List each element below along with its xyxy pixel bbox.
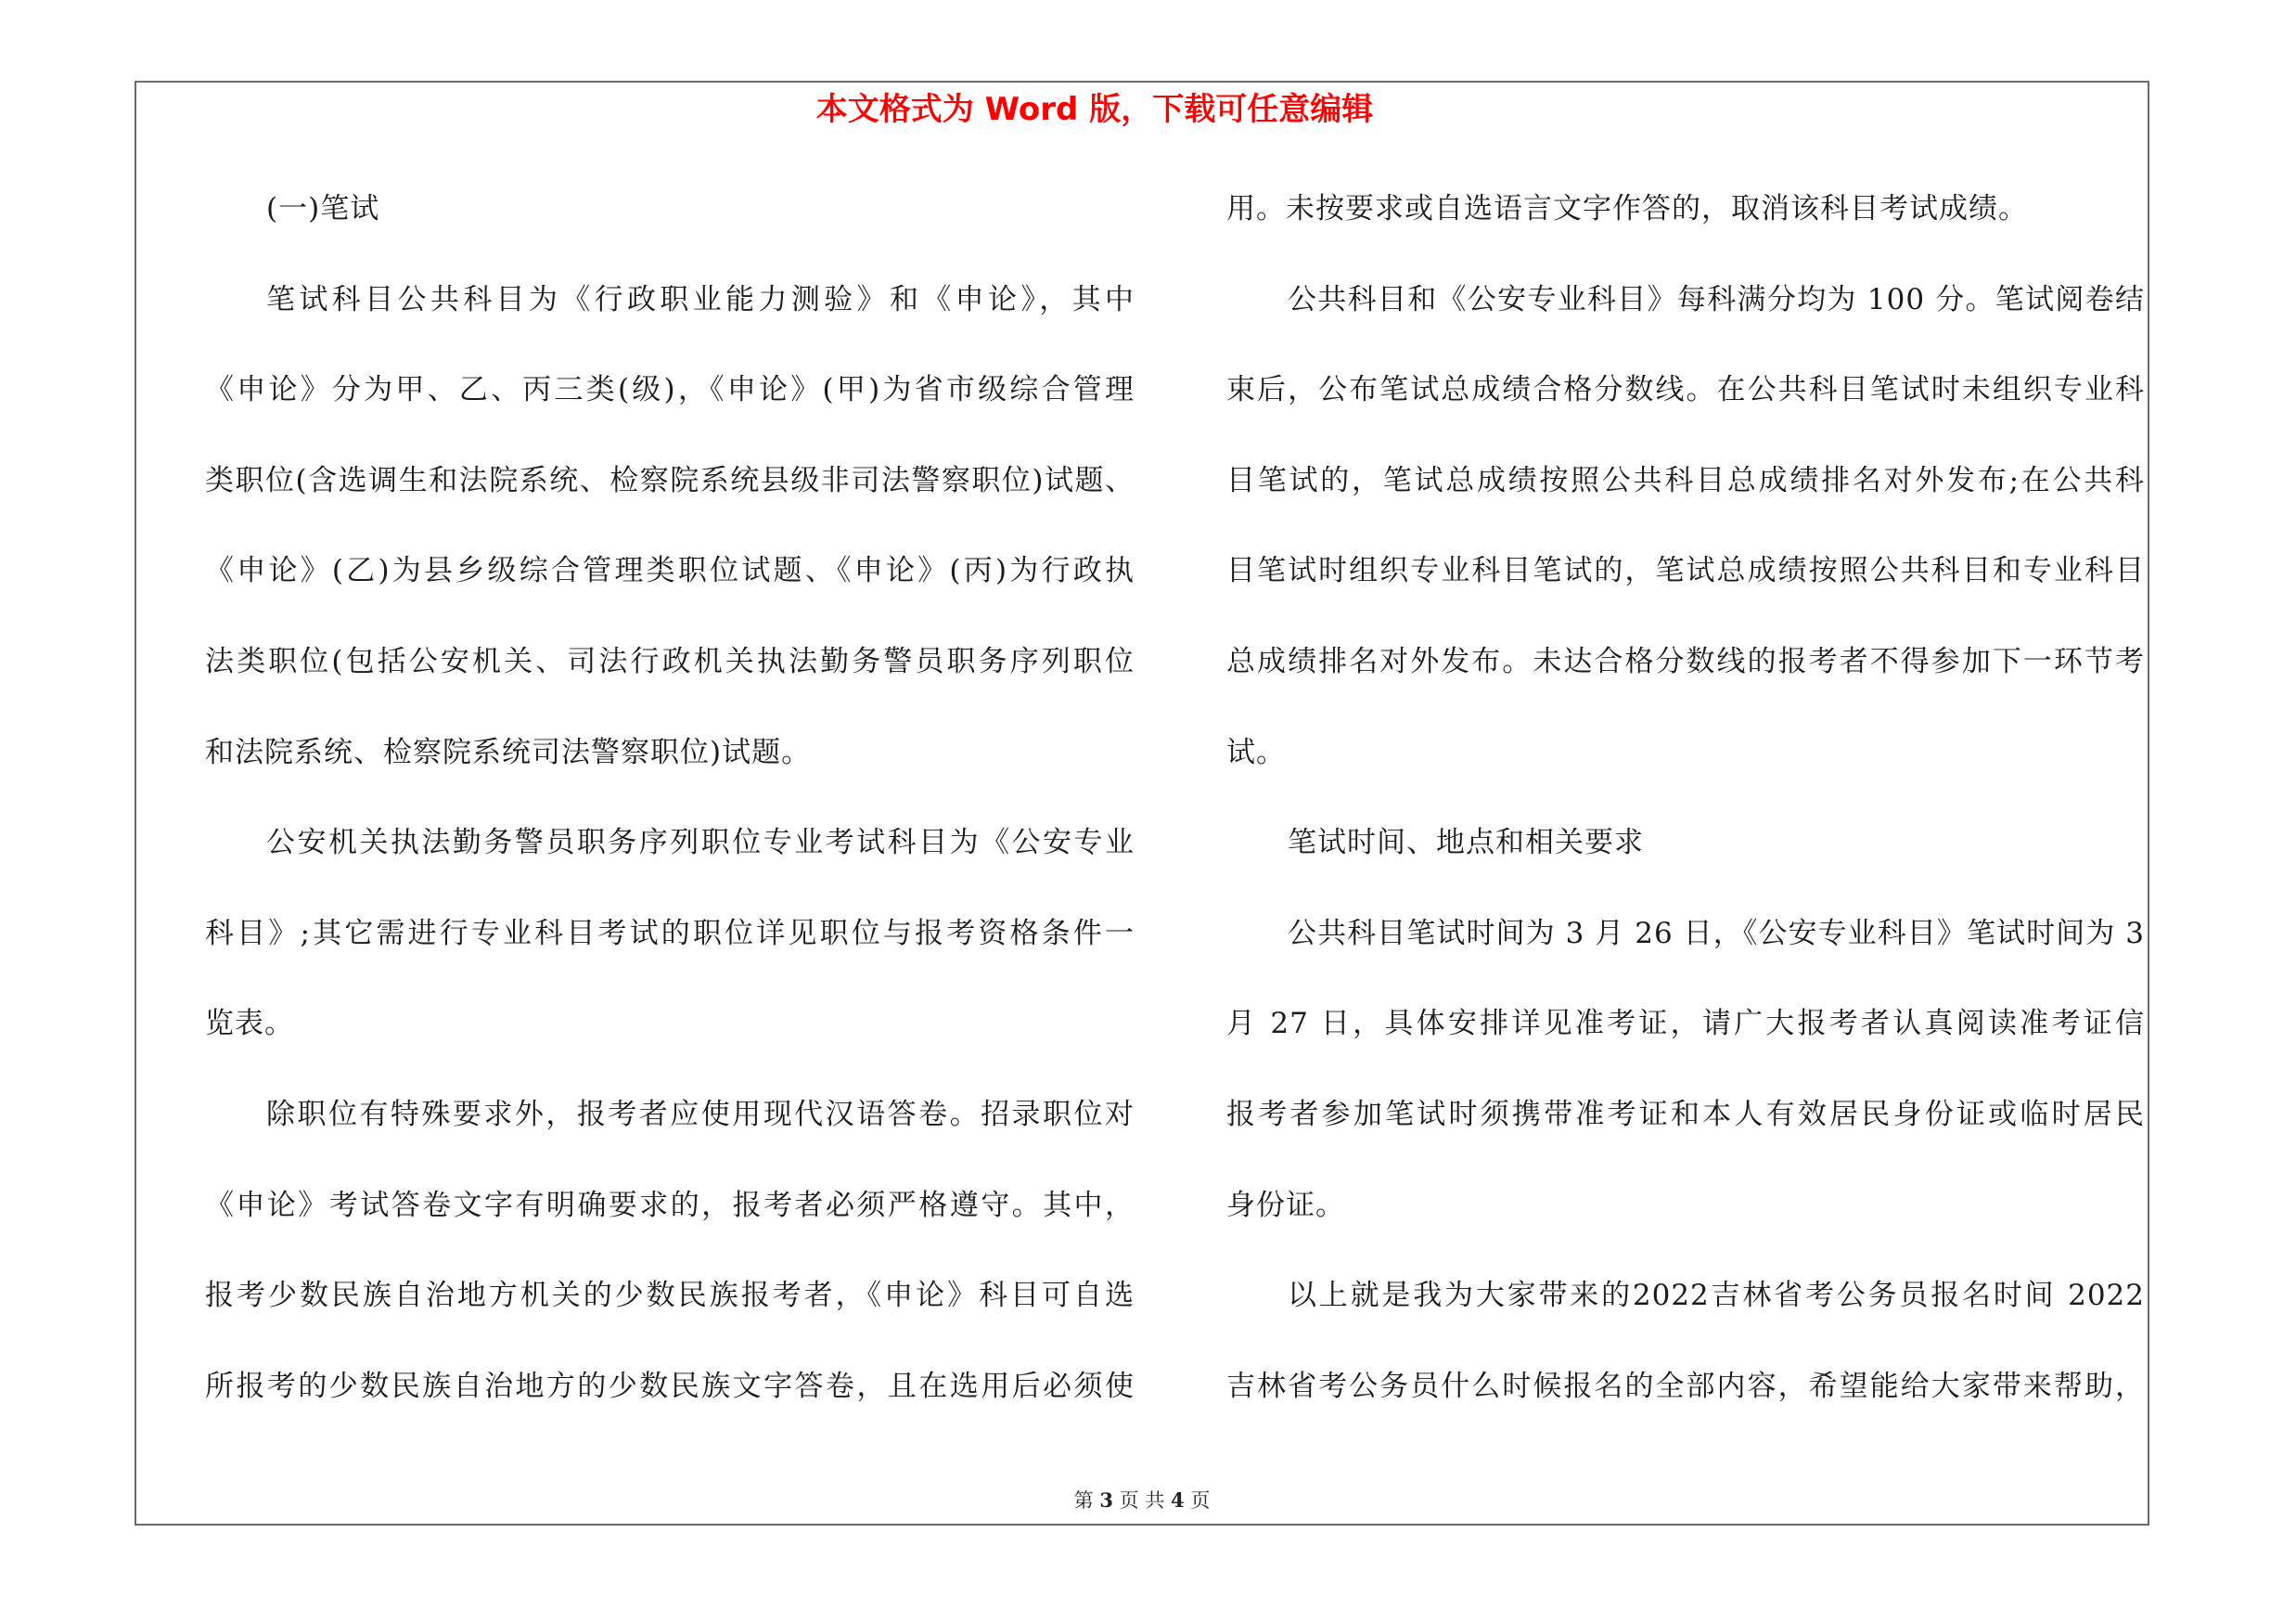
paragraph: [205, 798, 1135, 1070]
paragraph: [205, 1070, 1135, 1432]
text-line: 报考少数民族自治地方机关的少数民族报考者，《申论》科目可自选: [205, 1279, 1135, 1313]
text-line: 公共科目笔试时间为 3 月 26 日，《公安专业科目》笔试时间为 3: [1288, 916, 2145, 950]
paragraph: [1226, 1251, 2145, 1432]
section-heading: 笔试时间、地点和相关要求: [1288, 826, 1644, 860]
text-line: 月 27 日，具体安排详见准考证，请广大报考者认真阅读准考证信: [1226, 1007, 2145, 1041]
text-line: 吉林省考公务员什么时候报名的全部内容，希望能给大家带来帮助，: [1226, 1369, 2145, 1403]
paragraph: [1226, 164, 2145, 255]
text-line: 束后，公布笔试总成绩合格分数线。在公共科目笔试时未组织专业科: [1226, 373, 2145, 407]
text-line: 除职位有特殊要求外，报考者应使用现代汉语答卷。招录职位对: [266, 1097, 1135, 1131]
paragraph: [1226, 798, 2145, 889]
text-line: 总成绩排名对外发布。未达合格分数线的报考者不得参加下一环节考: [1226, 644, 2145, 678]
paragraph: [1226, 889, 2145, 1251]
paragraph: [205, 164, 1135, 255]
text-line: 用。未按要求或自选语言文字作答的，取消该科目考试成绩。: [1226, 192, 2028, 225]
text-line: 报考者参加笔试时须携带准考证和本人有效居民身份证或临时居民: [1226, 1097, 2145, 1131]
text-line: 法类职位(包括公安机关、司法行政机关执法勤务警员职务序列职位: [205, 644, 1135, 678]
page-footer: [135, 1487, 2149, 1514]
text-line: 《申论》分为甲、乙、丙三类(级)，《申论》(甲)为省市级综合管理: [205, 373, 1135, 407]
text-line: 公共科目和《公安专业科目》每科满分均为 100 分。笔试阅卷结: [1288, 282, 2145, 316]
left-column: [205, 164, 1135, 1432]
text-line: 科目》;其它需进行专业科目考试的职位详见职位与报考资格条件一: [205, 916, 1135, 950]
footer-suffix: 页: [1190, 1489, 1211, 1512]
right-column: [1226, 164, 2145, 1432]
text-line: 身份证。: [1226, 1188, 1345, 1222]
footer-middle: 页 共: [1119, 1489, 1165, 1512]
text-line: 以上就是我为大家带来的2022吉林省考公务员报名时间 2022: [1288, 1279, 2145, 1313]
text-line: 《申论》(乙)为县乡级综合管理类职位试题、《申论》(丙)为行政执: [205, 554, 1135, 588]
text-line: 览表。: [205, 1007, 294, 1041]
paragraph: [1226, 255, 2145, 799]
text-line: 《申论》考试答卷文字有明确要求的，报考者必须严格遵守。其中，: [205, 1188, 1135, 1222]
text-line: 试。: [1226, 735, 1286, 769]
text-line: 和法院系统、检察院系统司法警察职位)试题。: [205, 735, 812, 769]
text-line: 目笔试时组织专业科目笔试的，笔试总成绩按照公共科目和专业科目: [1226, 554, 2145, 588]
format-notice: 本文格式为 Word 版，下载可任意编辑: [815, 91, 1374, 128]
text-line: 目笔试的，笔试总成绩按照公共科目总成绩排名对外发布;在公共科: [1226, 463, 2145, 497]
text-line: 笔试科目公共科目为《行政职业能力测验》和《申论》，其中: [266, 282, 1135, 316]
total-pages-number: 4: [1171, 1488, 1185, 1512]
footer-prefix: 第: [1073, 1489, 1094, 1512]
text-line: 公安机关执法勤务警员职务序列职位专业考试科目为《公安专业: [266, 826, 1135, 860]
text-line: (一)笔试: [266, 192, 380, 225]
current-page-number: 3: [1099, 1488, 1113, 1512]
text-line: 类职位(含选调生和法院系统、检察院系统县级非司法警察职位)试题、: [205, 463, 1135, 497]
text-line: 所报考的少数民族自治地方的少数民族文字答卷，且在选用后必须使: [205, 1369, 1135, 1403]
paragraph: [205, 255, 1135, 799]
